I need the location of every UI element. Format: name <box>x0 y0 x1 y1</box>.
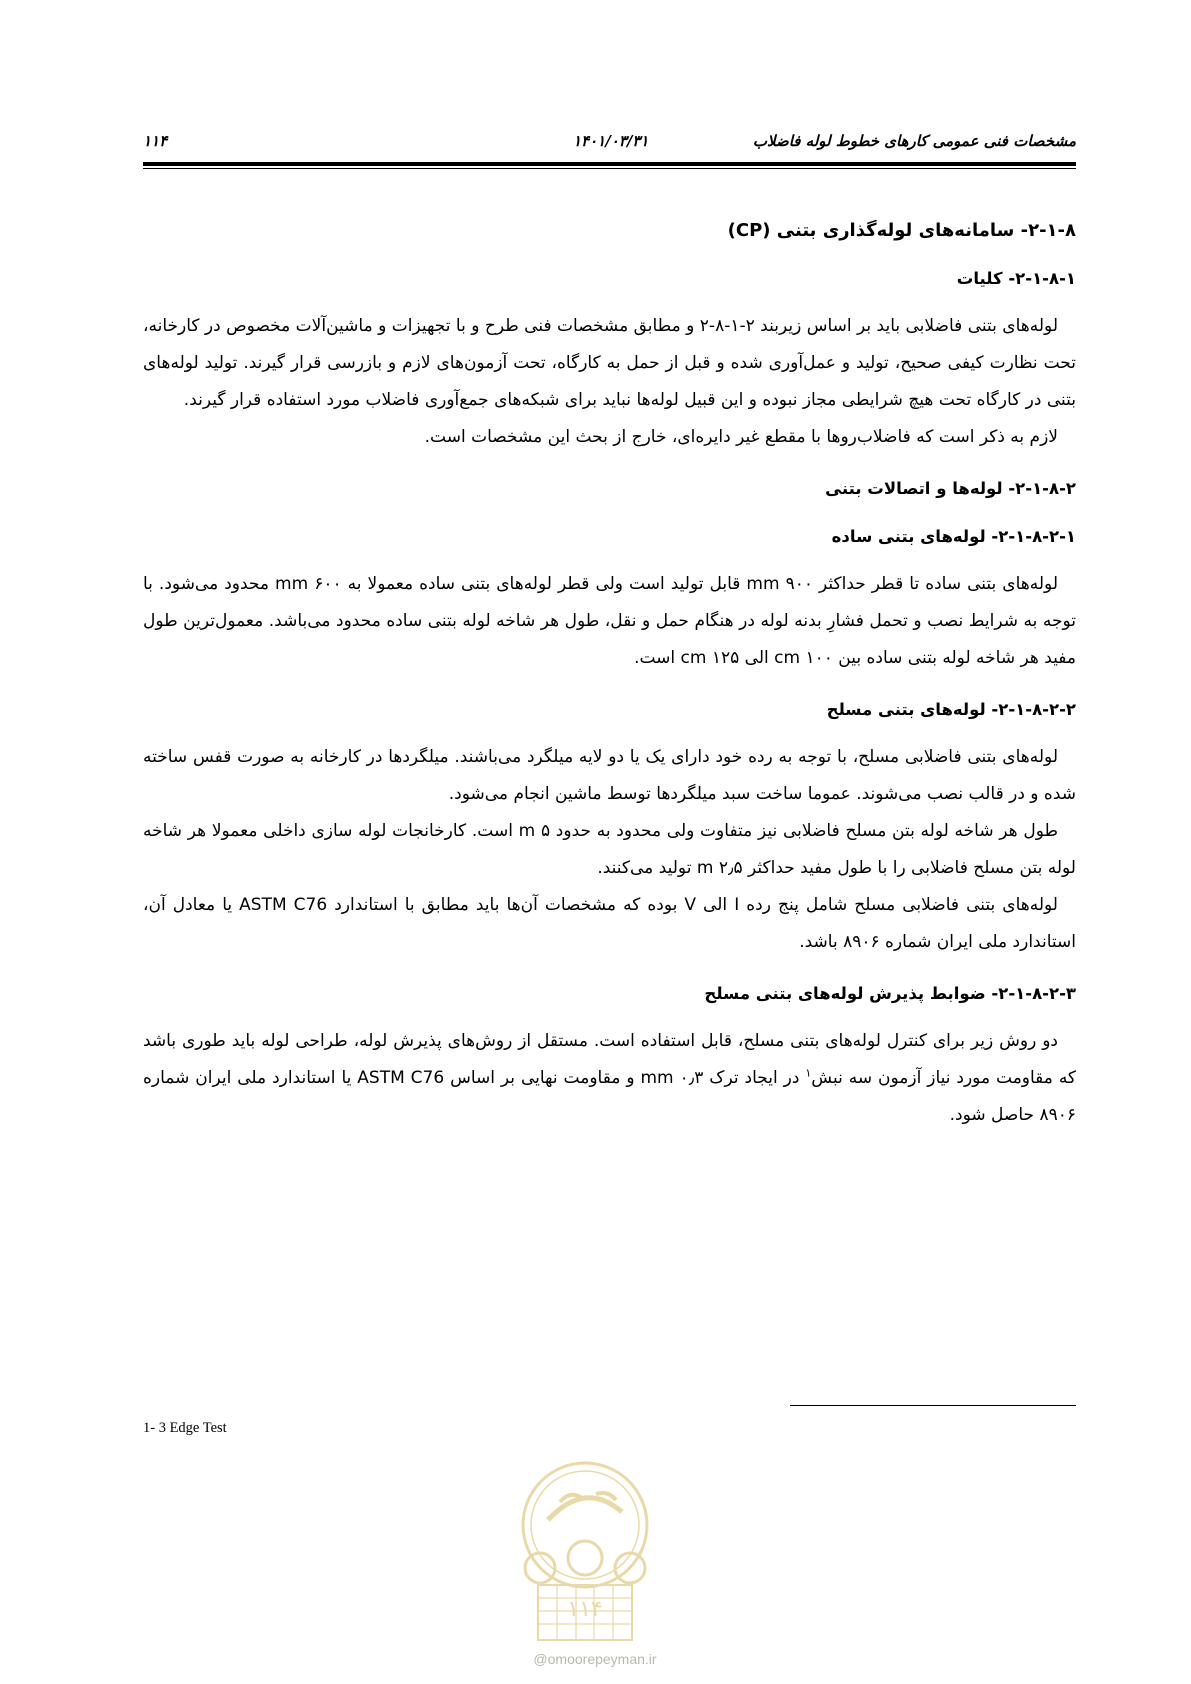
watermark-url: @omoorepeyman.ir <box>533 1651 657 1667</box>
paragraph-acceptance-part-a: دو روش زیر برای کنترل لوله‌های بتنی مسلح، قابل استفاده است. مستقل از روش‌های پذیرش لوله، طراحی لوله باید طوری باشد که مقاومت مورد نیاز آزمون سه نبش <box>143 1031 1077 1088</box>
section-heading-reinforced-concrete: ۲-۱-۸-۲-۲- لوله‌های بتنی مسلح <box>826 700 1076 719</box>
section-heading-main: ۲-۱-۸- سامانه‌های لوله‌گذاری بتنی (CP) <box>727 220 1076 241</box>
header-date: ۱۴۰۱/۰۳/۳۱ <box>573 132 649 150</box>
header-rule <box>143 162 1076 169</box>
paragraph-reinforced-3: لوله‌های بتنی فاضلابی مسلح شامل پنج رده I الی V بوده که مشخصات آن‌ها باید مطابق با استاندارد ASTM C76 یا معادل آن، استاندارد ملی ایران شماره ۸۹۰۶ باشد. <box>143 895 1076 952</box>
paragraph-plain-concrete: لوله‌های بتنی ساده تا قطر حداکثر ۹۰۰ mm قابل تولید است ولی قطر لوله‌های بتنی ساده معمولا به ۶۰۰ mm محدود می‌شود. با توجه به شرایط نصب و تحمل فشارِ بدنه لوله در هنگام حمل و نقل، طول هر شاخه لوله بتنی ساده محدود می‌باشد. معمول‌ترین طول مفید هر شاخه لوله بتنی ساده بین ۱۰۰ cm الی ۱۲۵ cm است. <box>143 574 1076 668</box>
stamp-page-number: ۱۱۴ <box>567 1597 603 1622</box>
footnote-rule <box>790 1405 1076 1406</box>
paragraph-general-1: لوله‌های بتنی فاضلابی باید بر اساس زیربند ۲-۱-۸-۲ و مطابق مشخصات فنی طرح و با تجهیزات و ماشین‌آلات مخصوص در کارخانه، تحت نظارت کیفی صحیح، تولید و عمل‌آوری شده و قبل از حمل به کارگاه، تحت آزمون‌های لازم و بازرسی قرار گیرند. تولید لوله‌های بتنی در کارگاه تحت هیچ شرایطی مجاز نبوده و این قبیل لوله‌ها نباید برای شبکه‌های جمع‌آوری فاضلاب مورد استفاده قرار گیرند. <box>143 316 1076 410</box>
paragraph-reinforced-2: طول هر شاخه لوله بتن مسلح فاضلابی نیز متفاوت ولی محدود به حدود ۵ m است. کارخانجات لوله سازی داخلی معمولا هر شاخه لوله بتن مسلح فاضلابی را با طول مفید حداکثر ۲٫۵ m تولید می‌کنند. <box>143 821 1076 878</box>
paragraph-reinforced-1: لوله‌های بتنی فاضلابی مسلح، با توجه به رده خود دارای یک یا دو لایه میلگرد می‌باشند. میلگردها در کارخانه به صورت قفس ساخته شده و در قالب نصب می‌شوند. عموما ساخت سبد میلگردها توسط ماشین انجام می‌شود. <box>143 747 1076 804</box>
header-title: مشخصات فنی عمومی کارهای خطوط لوله فاضلاب <box>752 132 1076 150</box>
section-heading-plain-concrete: ۲-۱-۸-۲-۱- لوله‌های بتنی ساده <box>831 527 1076 546</box>
watermark-stamp <box>500 1450 670 1650</box>
section-heading-acceptance: ۲-۱-۸-۲-۳- ضوابط پذیرش لوله‌های بتنی مسلح <box>704 984 1076 1003</box>
footnote-marker: ۱ <box>805 1066 812 1080</box>
paragraph-acceptance <box>143 1023 1076 1134</box>
document-body <box>143 200 1076 1134</box>
page-header <box>143 128 1076 158</box>
header-page-number: ۱۱۴ <box>143 132 168 150</box>
section-heading-general: ۲-۱-۸-۱- کلیات <box>956 269 1076 288</box>
paragraph-acceptance-part-b: در ایجاد ترک ۰٫۳ mm و مقاومت نهایی بر اساس ASTM C76 یا استاندارد ملی ایران شماره ۸۹۰۶ حاصل شود. <box>143 1068 1076 1125</box>
stamp-logo-icon <box>500 1450 670 1650</box>
section-heading-pipes-fittings: ۲-۱-۸-۲- لوله‌ها و اتصالات بتنی <box>825 479 1076 498</box>
footnote-text: 1- 3 Edge Test <box>143 1420 227 1436</box>
paragraph-general-2: لازم به ذکر است که فاضلاب‌روها با مقطع غیر دایره‌ای، خارج از بحث این مشخصات است. <box>424 427 1058 447</box>
